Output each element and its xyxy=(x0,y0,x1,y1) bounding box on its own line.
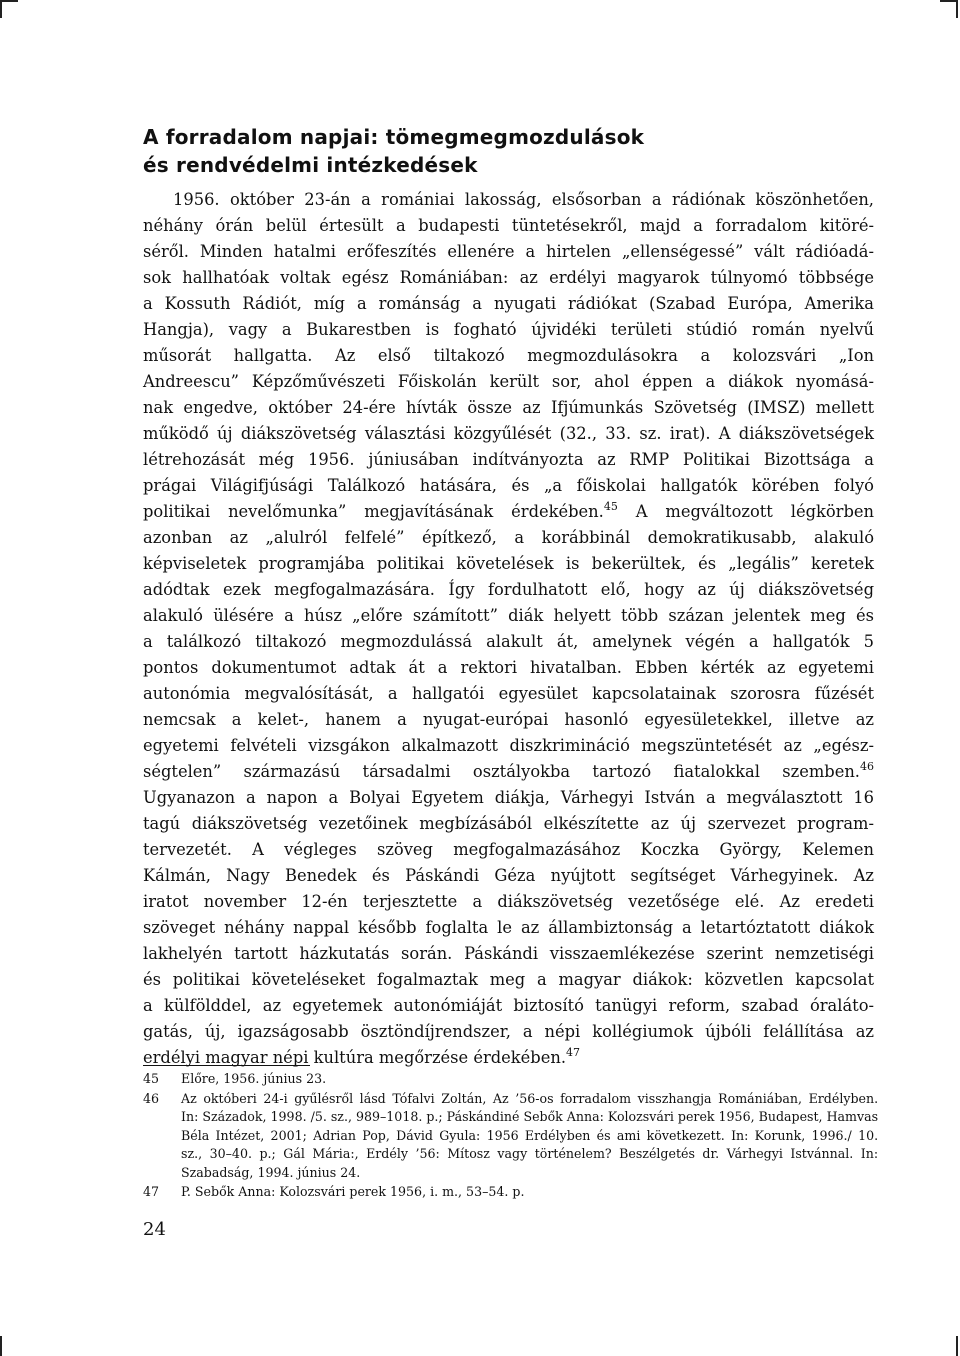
footnote-line: Előre, 1956. június 23. xyxy=(181,1071,327,1086)
footnote-text xyxy=(181,1090,878,1183)
body-line-with-ref-47 xyxy=(143,1045,874,1071)
heading-line-1: A forradalom napjai: tömegmegmozdulások xyxy=(143,125,645,149)
body-paragraph xyxy=(143,187,874,1071)
body-line-text: erdélyi magyar népi kultúra megőrzése érdekében. xyxy=(143,1048,567,1067)
footnote-line: P. Sebők Anna: Kolozsvári perek 1956, i. m., 53–54. p. xyxy=(181,1184,525,1199)
body-line: prágai Világifjúsági Találkozó hatására, és „a főiskolai hallgatók körében folyó xyxy=(143,476,874,495)
body-line: pontos dokumentumot adtak át a rektori hivatalban. Ebben kérték az egyetemi xyxy=(143,658,874,677)
body-line: 1956. október 23-án a romániai lakosság, elsősorban a rádiónak köszönhetően, xyxy=(173,190,874,209)
body-line: iratot november 12-én terjesztette a diákszövetség vezetősége elé. Az eredeti xyxy=(143,892,874,911)
body-line: séről. Minden hatalmi erőfeszítés ellenére a hirtelen „ellenségessé” vált rádióadá- xyxy=(143,242,874,261)
footnote-line: Az októberi 24-i gyűlésről lásd Tófalvi Zoltán, Az ’56-os forradalom visszhangja Romániában, Erdélyben. xyxy=(181,1090,879,1106)
crop-mark-bottom-right-v xyxy=(956,1336,958,1356)
body-line: működő új diákszövetség választási közgyűlését (32., 33. sz. irat). A diákszövetségek xyxy=(143,424,874,443)
footnote-divider xyxy=(143,1065,310,1066)
body-line: a találkozó tiltakozó megmozdulássá alakult át, amelynek végén a hallgatók 5 xyxy=(143,632,874,651)
footnote-number: 47 xyxy=(143,1184,160,1199)
body-line: műsorát hallgatta. Az első tiltakozó megmozdulásokra a kolozsvári „Ion xyxy=(143,346,874,365)
page-number: 24 xyxy=(143,1219,166,1240)
footnote-46 xyxy=(143,1090,879,1183)
body-line: azonban az „alulról felfelé” építkező, a korábbinál demokratikusabb, alakuló xyxy=(143,528,874,547)
body-line: tervezetét. A végleges szöveg megfogalmazásához Koczka György, Kelemen xyxy=(143,840,874,859)
body-line: szöveget néhány nappal később foglalta le az állambiztonság a letartóztatott diákok xyxy=(143,918,874,937)
body-line-tail: A megváltozott légkörben xyxy=(635,502,874,521)
body-line: alakuló ülésére a húsz „előre számított” diák helyett több százan jelentek meg és xyxy=(143,606,874,625)
crop-mark-bottom-left-v xyxy=(0,1336,2,1356)
footnote-ref-47[interactable]: 47 xyxy=(566,1046,581,1059)
footnote-ref-46[interactable]: 46 xyxy=(860,760,874,773)
body-line: a külfölddel, az egyetemek autonómiáját biztosító tanügyi reform, szabad óraláto- xyxy=(143,996,874,1015)
footnote-number: 46 xyxy=(143,1090,160,1106)
body-line: autonómia megvalósítását, a hallgatói egyesület kapcsolatainak szorosra fűzését xyxy=(143,684,874,703)
footnote-line: Béla Intézet, 2001; Adrian Pop, Dávid Gyula: 1956 Erdélyben és ami következett. In: Korunk, 1996./ 10. xyxy=(181,1127,879,1143)
footnote-number: 45 xyxy=(143,1071,160,1086)
footnote-45 xyxy=(143,1070,876,1089)
body-line: Hangja), vagy a Bukarestben is fogható újvidéki területi stúdió román nyelvű xyxy=(143,320,874,339)
footnote-text xyxy=(181,1070,876,1089)
body-line: képviseletek programjába politikai követelések is bekerültek, és „legális” keretek xyxy=(143,554,874,573)
footnote-text xyxy=(181,1183,876,1202)
body-line: egyetemi felvételi vizsgákon alkalmazott diszkrimináció megszüntetését az „egész- xyxy=(143,736,874,755)
body-line-with-ref-45 xyxy=(143,499,874,525)
body-line: Kálmán, Nagy Benedek és Páskándi Géza nyújtott segítséget Várhegyinek. Az xyxy=(143,866,874,885)
section-heading xyxy=(143,123,883,179)
body-line: Andreescu” Képzőművészeti Főiskolán került sor, ahol éppen a diákok nyomásá- xyxy=(143,372,874,391)
body-line: néhány órán belül értesült a budapesti tüntetésekről, majd a forradalom kitöré- xyxy=(143,216,874,235)
footnote-line: In: Századok, 1998. /5. sz., 989–1018. p.; Páskándiné Sebők Anna: Kolozsvári perek 1956, Budapest, Hamvas xyxy=(181,1109,879,1124)
crop-mark-top-left-h xyxy=(0,0,18,2)
crop-mark-top-right-v xyxy=(956,0,958,18)
footnote-47 xyxy=(143,1183,876,1202)
body-line: sok hallhatóak voltak egész Romániában: az erdélyi magyarok túlnyomó többsége xyxy=(143,268,874,287)
body-line: tagú diákszövetség vezetőinek megbízásából elkészítette az új szervezet program- xyxy=(143,814,874,833)
body-line: lakhelyén tartott házkutatás során. Páskándi visszaemlékezése szerint nemzetiségi xyxy=(143,944,874,963)
heading-line-2: és rendvédelmi intézkedések xyxy=(143,153,478,177)
footnote-line: sz., 30–40. p.; Gál Mária:, Erdély ’56: Mítosz vagy történelem? Beszélgetés dr. Várhegyi Istvánnal. In: xyxy=(181,1146,879,1161)
body-line-text: politikai nevelőmunka” megjavításának érdekében. xyxy=(143,502,604,521)
body-line-text: ségtelen” származású társadalmi osztályokba tartozó fiatalokkal szemben. xyxy=(143,762,860,781)
body-line: Ugyanazon a napon a Bolyai Egyetem diákja, Várhegyi István a megválasztott 16 xyxy=(143,788,874,807)
body-line: nemcsak a kelet-, hanem a nyugat-európai hasonló egyesületekkel, illetve az xyxy=(143,710,874,729)
footnote-line: Szabadság, 1994. június 24. xyxy=(181,1164,361,1180)
footnotes xyxy=(143,1070,879,1202)
body-line: és politikai követeléseket fogalmaztak meg a magyar diákok: közvetlen kapcsolat xyxy=(143,970,874,989)
body-line: adódtak ezek megfogalmazására. Így fordulhatott elő, hogy az új diákszövetség xyxy=(143,580,874,599)
body-line: a Kossuth Rádiót, míg a románság a nyugati rádiókat (Szabad Európa, Amerika xyxy=(143,294,874,313)
body-line-with-ref-46 xyxy=(143,759,874,785)
body-line: gatás, új, igazságosabb ösztöndíjrendszer, a népi kollégiumok újbóli felállítása az xyxy=(143,1022,874,1041)
body-line: nak engedve, október 24-ére hívták össze az Ifjúmunkás Szövetség (IMSZ) mellett xyxy=(143,398,874,417)
body-line: létrehozását még 1956. júniusában indítványozta az RMP Politikai Bizottsága a xyxy=(143,450,874,469)
crop-mark-top-left-v xyxy=(0,0,2,18)
footnote-ref-45[interactable]: 45 xyxy=(603,500,618,513)
